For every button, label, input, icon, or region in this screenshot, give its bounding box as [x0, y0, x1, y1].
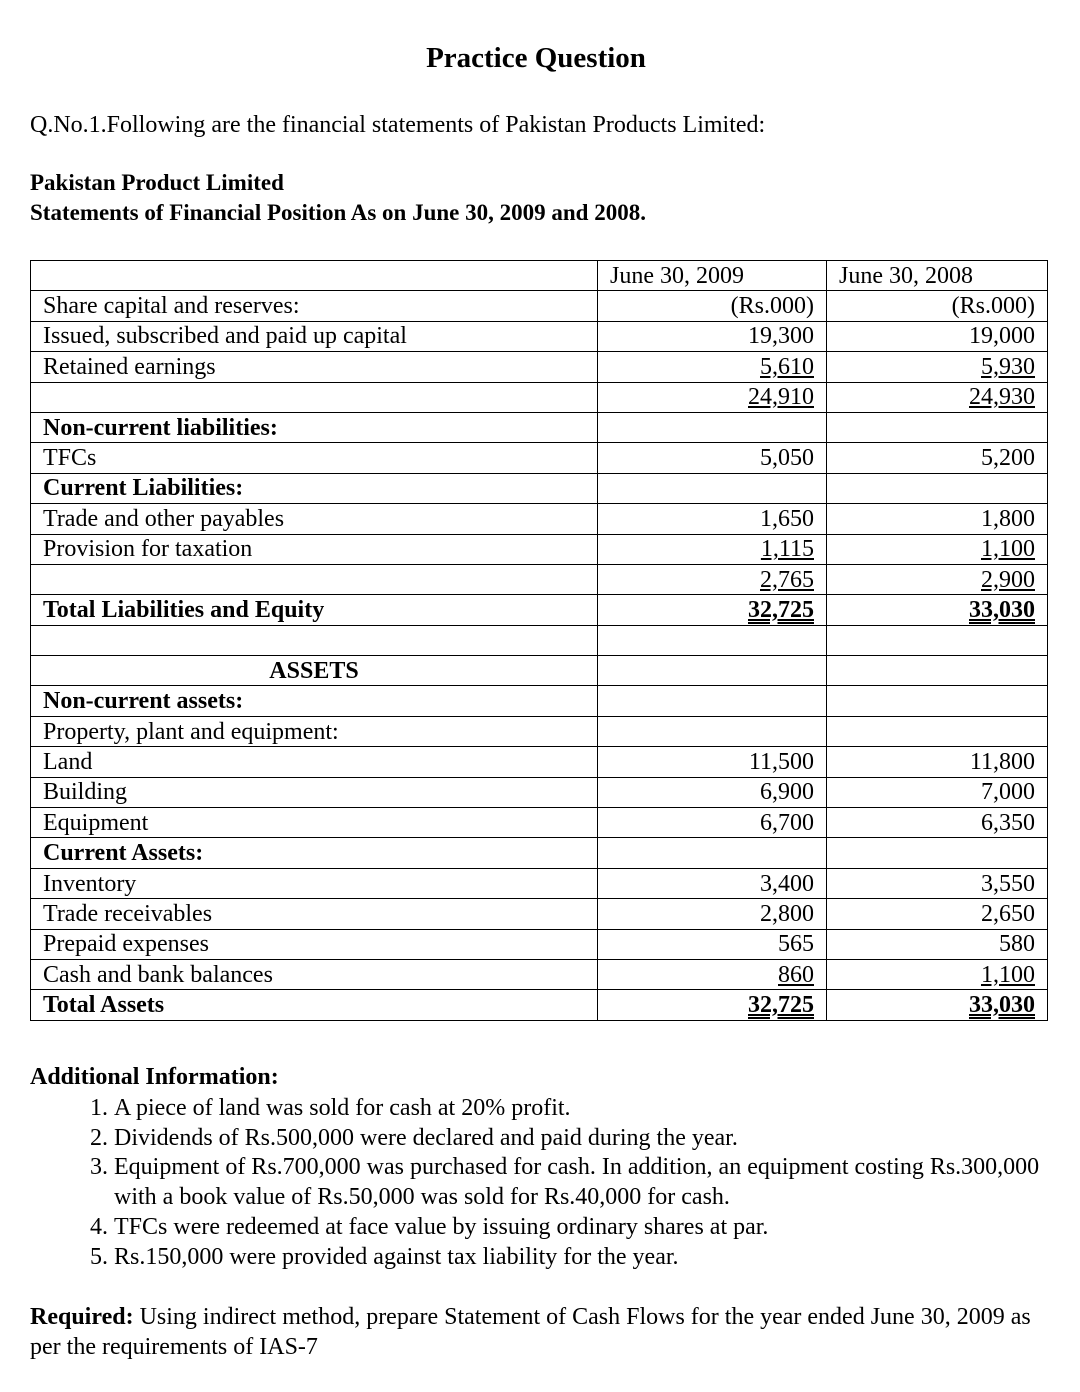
table-row: [31, 686, 1048, 716]
list-item: 3. Equipment of Rs.700,000 was purchased for cash. In addition, an equipment costing Rs.300,000 with a book value of Rs.50,000 was sold for Rs.40,000 for cash.: [114, 1153, 1074, 1212]
question-text: Q.No.1.Following are the financial statements of Pakistan Products Limited:: [30, 112, 766, 138]
row-label: Provision for taxation: [31, 534, 598, 564]
additional-info-list: [84, 1094, 1074, 1272]
subtotal-2009: 2,765: [760, 566, 814, 593]
value-2009: (Rs.000): [598, 291, 827, 321]
value-2009: 2,800: [598, 899, 827, 929]
value-2008: [827, 716, 1048, 746]
value-2008: 5,200: [827, 443, 1048, 473]
subtotal-2008: 24,930: [969, 384, 1035, 411]
value-2009: 19,300: [598, 321, 827, 351]
table-row: [31, 352, 1048, 382]
section-heading: Current Assets:: [31, 838, 598, 868]
total-2009: 32,725: [748, 992, 814, 1019]
page-title: Practice Question: [426, 42, 646, 74]
value-2008: [827, 686, 1048, 716]
value-2008: 1,800: [827, 504, 1048, 534]
row-label: Property, plant and equipment:: [31, 716, 598, 746]
table-header-row: [31, 261, 1048, 291]
value-2008: (Rs.000): [827, 291, 1048, 321]
table-row: [31, 321, 1048, 351]
row-label: Trade receivables: [31, 899, 598, 929]
list-item: 5. Rs.150,000 were provided against tax liability for the year.: [114, 1243, 1074, 1273]
value-2008: 1,100: [981, 536, 1035, 563]
subtotal-2008: 2,900: [981, 566, 1035, 593]
row-label: Trade and other payables: [31, 504, 598, 534]
list-item: 1. A piece of land was sold for cash at 20% profit.: [114, 1094, 1074, 1124]
value-2009: 565: [598, 929, 827, 959]
section-heading: Non-current liabilities:: [31, 412, 598, 442]
row-label: Prepaid expenses: [31, 929, 598, 959]
row-label: [31, 625, 598, 655]
value-2009: 1,650: [598, 504, 827, 534]
table-row: [31, 443, 1048, 473]
value-2009: 1,115: [760, 536, 814, 563]
financial-position-table: [30, 260, 1048, 1021]
table-row: [31, 595, 1048, 625]
value-2009: 5,610: [760, 353, 814, 380]
header-blank-cell: [31, 261, 598, 291]
section-heading: Current Liabilities:: [31, 473, 598, 503]
required-text: Using indirect method, prepare Statement of Cash Flows for the year ended June 30, 2009 as per the requirements of IAS-7: [30, 1304, 1031, 1360]
table-row: [31, 473, 1048, 503]
row-label: Issued, subscribed and paid up capital: [31, 321, 598, 351]
row-label: Share capital and reserves:: [31, 291, 598, 321]
value-2008: 5,930: [981, 353, 1035, 380]
value-2009: [598, 656, 827, 686]
total-2009: 32,725: [748, 596, 814, 623]
table-row: [31, 716, 1048, 746]
row-label: Land: [31, 747, 598, 777]
total-2008: 33,030: [969, 596, 1035, 623]
value-2009: 6,700: [598, 808, 827, 838]
column-header-2008: June 30, 2008: [827, 261, 1048, 291]
value-2009: 860: [778, 961, 814, 988]
assets-heading: ASSETS: [31, 656, 598, 686]
value-2008: [827, 473, 1048, 503]
value-2009: [598, 716, 827, 746]
table-row: [31, 291, 1048, 321]
table-row: [31, 838, 1048, 868]
value-2008: [827, 656, 1048, 686]
value-2008: 2,650: [827, 899, 1048, 929]
value-2009: 11,500: [598, 747, 827, 777]
value-2009: [598, 838, 827, 868]
table-row: [31, 959, 1048, 989]
company-name: Pakistan Product Limited: [30, 170, 284, 195]
value-2008: 11,800: [827, 747, 1048, 777]
value-2009: [598, 625, 827, 655]
section-heading: Non-current assets:: [31, 686, 598, 716]
table-row: [31, 990, 1048, 1020]
required-section: [30, 1302, 1040, 1362]
row-label: Inventory: [31, 868, 598, 898]
value-2009: [598, 473, 827, 503]
value-2008: [827, 625, 1048, 655]
statement-title: Statements of Financial Position As on June 30, 2009 and 2008.: [30, 200, 646, 225]
list-item: 4. TFCs were redeemed at face value by issuing ordinary shares at par.: [114, 1213, 1074, 1243]
column-header-2009: June 30, 2009: [598, 261, 827, 291]
additional-info-heading: Additional Information:: [30, 1064, 279, 1090]
table-row: [31, 868, 1048, 898]
table-row: [31, 534, 1048, 564]
table-row: [31, 625, 1048, 655]
value-2009: [598, 412, 827, 442]
value-2008: 580: [827, 929, 1048, 959]
table-row: [31, 899, 1048, 929]
value-2008: [827, 838, 1048, 868]
table-row: [31, 564, 1048, 594]
required-label: Required:: [30, 1304, 134, 1330]
table-row: [31, 747, 1048, 777]
row-label: Retained earnings: [31, 352, 598, 382]
value-2008: 1,100: [981, 961, 1035, 988]
total-2008: 33,030: [969, 992, 1035, 1019]
row-label: [31, 382, 598, 412]
table-row: [31, 656, 1048, 686]
value-2009: [598, 686, 827, 716]
value-2008: [827, 412, 1048, 442]
table-row: [31, 929, 1048, 959]
subtotal-2009: 24,910: [748, 384, 814, 411]
value-2008: 19,000: [827, 321, 1048, 351]
row-label: Equipment: [31, 808, 598, 838]
total-label: Total Liabilities and Equity: [31, 595, 598, 625]
value-2008: 6,350: [827, 808, 1048, 838]
row-label: Building: [31, 777, 598, 807]
row-label: Cash and bank balances: [31, 959, 598, 989]
value-2009: 3,400: [598, 868, 827, 898]
value-2009: 6,900: [598, 777, 827, 807]
value-2008: 7,000: [827, 777, 1048, 807]
table-row: [31, 777, 1048, 807]
value-2009: 5,050: [598, 443, 827, 473]
table-row: [31, 808, 1048, 838]
table-row: [31, 382, 1048, 412]
table-row: [31, 504, 1048, 534]
total-label: Total Assets: [31, 990, 598, 1020]
row-label: [31, 564, 598, 594]
list-item: 2. Dividends of Rs.500,000 were declared and paid during the year.: [114, 1124, 1074, 1154]
value-2008: 3,550: [827, 868, 1048, 898]
row-label: TFCs: [31, 443, 598, 473]
table-row: [31, 412, 1048, 442]
